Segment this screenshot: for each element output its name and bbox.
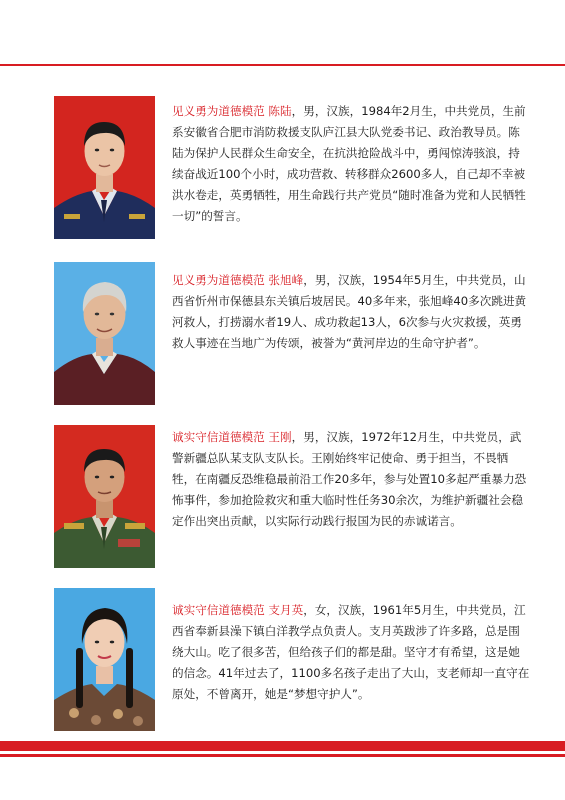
profile-text-1 bbox=[172, 101, 530, 227]
top-divider-line bbox=[0, 64, 565, 66]
profile-body-1: ，男，汉族，1984年2月生，中共党员，生前系安徽省合肥市消防救援支队庐江县大队党委书记、政治教导员。陈陆为保护人民群众生命安全，在抗洪抢险战斗中，勇闯惊涛骇浪，持续奋战近100个小时，成功营救、转移群众2600多人，自己却不幸被洪水卷走，英勇牺牲，用生命践行共产党员“随时准备为党和人民牺牲一切”的誓言。 bbox=[172, 104, 526, 223]
portrait-photo-1 bbox=[54, 96, 155, 239]
profile-text-3 bbox=[172, 427, 530, 532]
portrait-photo-4 bbox=[54, 588, 155, 731]
portrait-photo-3 bbox=[54, 425, 155, 568]
bottom-red-band bbox=[0, 741, 565, 751]
profile-body-3: ，男，汉族，1972年12月生，中共党员，武警新疆总队某支队支队长。王刚始终牢记使命、勇于担当，不畏牺牲，在南疆反恐维稳最前沿工作20多年，参与处置10多起严重暴力恐怖事件，参加抢险救灾和重大临时性任务30余次，为维护新疆社会稳定作出突出贡献，以实际行动践行报国为民的赤诚诺言。 bbox=[172, 430, 527, 528]
honor-title-4: 诚实守信道德模范 支月英 bbox=[172, 603, 304, 617]
bottom-red-line bbox=[0, 754, 565, 757]
profile-text-2 bbox=[172, 270, 530, 354]
portrait-photo-2 bbox=[54, 262, 155, 405]
profile-text-4 bbox=[172, 600, 530, 705]
profile-body-2: ，男，汉族，1954年5月生，中共党员，山西省忻州市保德县东关镇后坡居民。40多年来，张旭峰40多次跳进黄河救人，打捞溺水者19人、成功救起13人，6次参与火灾救援，英勇救人事迹在当地广为传颂，被誉为“黄河岸边的生命守护者”。 bbox=[172, 273, 527, 350]
honor-title-2: 见义勇为道德模范 张旭峰 bbox=[172, 273, 304, 287]
honor-title-1: 见义勇为道德模范 陈陆 bbox=[172, 104, 292, 118]
profile-body-4: ，女，汉族，1961年5月生，中共党员，江西省奉新县澡下镇白洋教学点负责人。支月英跋涉了许多路，总是围绕大山。吃了很多苦，但给孩子们的都是甜。坚守才有希望，这是她的信念。41年过去了，1100多名孩子走出了大山，支老师却一直守在原处，不曾离开，她是“梦想守护人”。 bbox=[172, 603, 530, 701]
honor-title-3: 诚实守信道德模范 王刚 bbox=[172, 430, 292, 444]
